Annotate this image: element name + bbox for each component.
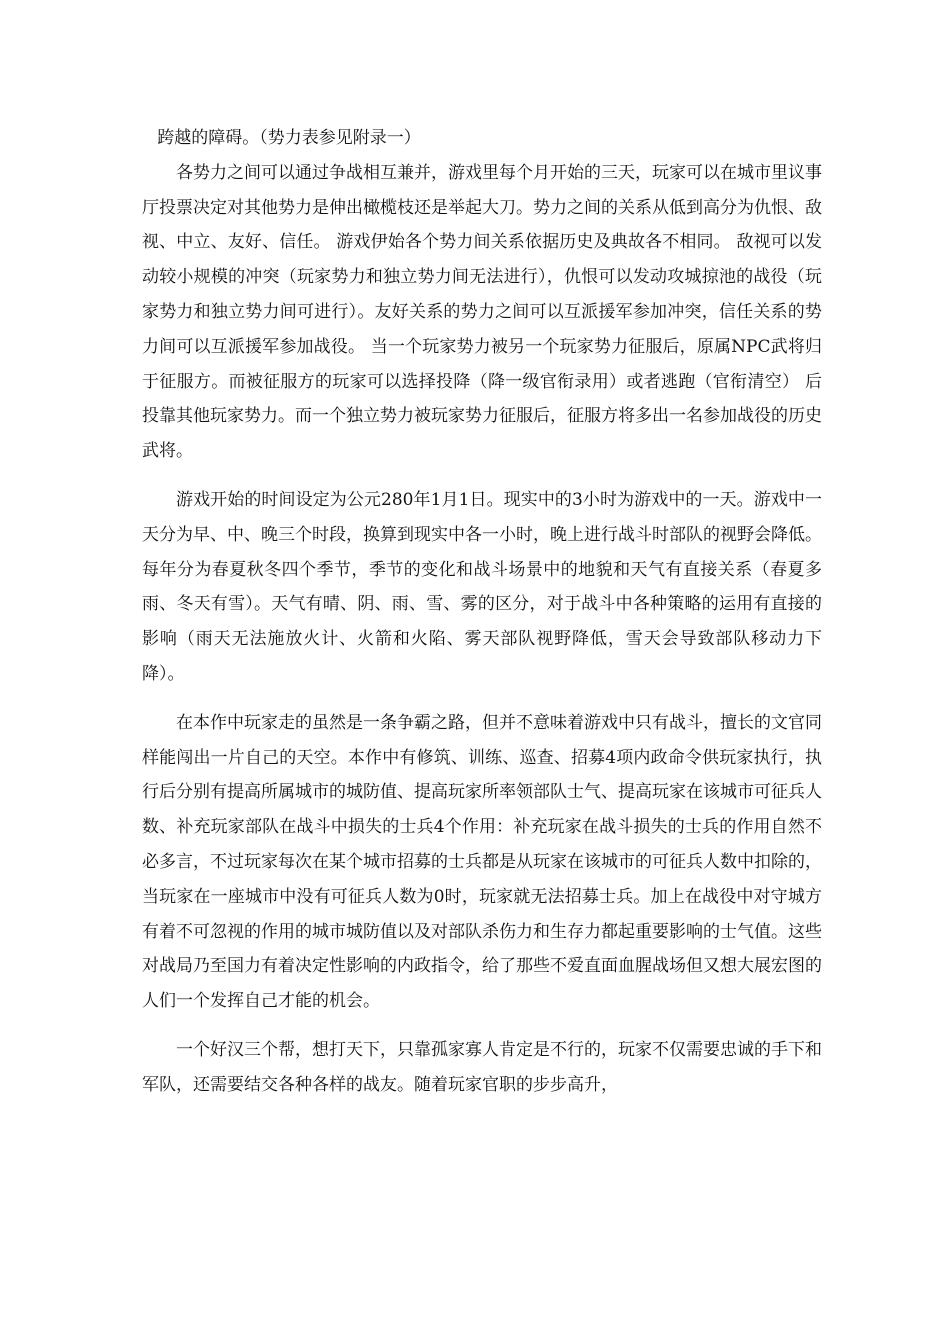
paragraph-faction-relations: 各势力之间可以通过争战相互兼并，游戏里每个月开始的三天，玩家可以在城市里议事厅投票决定对其他势力是伸出橄榄枝还是举起大刀。势力之间的关系从低到高分为仇恨、敌视、中立、友好、信任。 游戏伊始各个势力间关系依据历史及典故各不相同。 敌视可以发动较小规模的冲突（玩家势力和独立势力间无法进行），仇恨可以发动攻城掠池的战役（玩家势力和独立势力间可进行）。友好关系的势力之间可以互派援军参加冲突，信任关系的势力间可以互派援军参加战役。 当一个玩家势力被另一个玩家势力征服后，原属NPC武将归于征服方。而被征服方的玩家可以选择投降（降一级官衔录用）或者逃跑（官衔清空） 后投靠其他玩家势力。而一个独立势力被玩家势力征服后，征服方将多出一名参加战役的历史武将。 bbox=[142, 162, 822, 462]
paragraph-game-time: 游戏开始的时间设定为公元280年1月1日。现实中的3小时为游戏中的一天。游戏中一天分为早、中、晚三个时段，换算到现实中各一小时，晚上进行战斗时部队的视野会降低。每年分为春夏秋冬四个季节，季节的变化和战斗场景中的地貌和天气有直接关系（春夏多雨、冬天有雪）。天气有晴、阴、雨、雪、雾的区分，对于战斗中各种策略的运用有直接的影响（雨天无法施放火计、火箭和火陷、雾天部队视野降低，雪天会导致部队移动力下降）。 bbox=[142, 489, 822, 684]
paragraph-continuation: 跨越的障碍。（势力表参见附录一） bbox=[157, 128, 421, 148]
paragraph-internal-affairs: 在本作中玩家走的虽然是一条争霸之路，但并不意味着游戏中只有战斗，擅长的文官同样能闯出一片自己的天空。本作中有修筑、训练、巡查、招募4项内政命令供玩家执行，执行后分别有提高所属城市的城防值、提高玩家所率领部队士气、提高玩家在该城市可征兵人数、补充玩家部队在战斗中损失的士兵4个作用：补充玩家在战斗损失的士兵的作用自然不必多言，不过玩家每次在某个城市招募的士兵都是从玩家在该城市的可征兵人数中扣除的，当玩家在一座城市中没有可征兵人数为0时，玩家就无法招募士兵。加上在战役中对守城方有着不可忽视的作用的城市城防值以及对部队杀伤力和生存力都起重要影响的士气值。这些对战局乃至国力有着决定性影响的内政指令，给了那些不爱直面血腥战场但又想大展宏图的人们一个发挥自己才能的机会。 bbox=[142, 712, 822, 1012]
document-body bbox=[142, 121, 822, 1103]
paragraph-allies: 一个好汉三个帮，想打天下，只靠孤家寡人肯定是不行的，玩家不仅需要忠诚的手下和军队，还需要结交各种各样的战友。随着玩家官职的步步高升， bbox=[142, 1039, 822, 1095]
